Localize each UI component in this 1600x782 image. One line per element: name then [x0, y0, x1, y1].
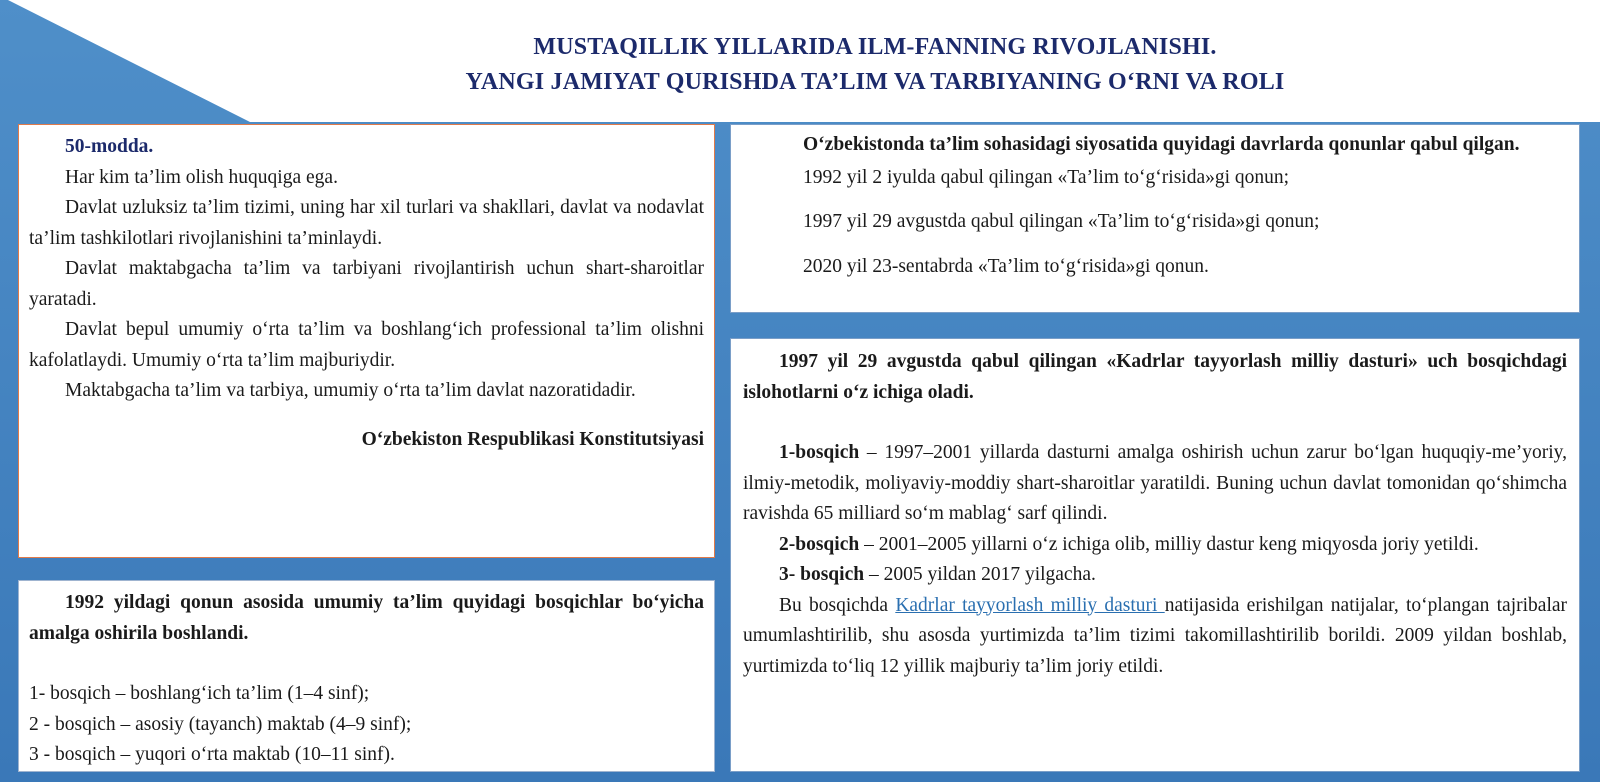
constitution-paragraph: Har kim ta’lim olish huquqiga ega.	[65, 166, 338, 188]
stage-text: – 1997–2001 yillarda dasturni amalga oshirish uchun zarur bo‘lgan huquqiy-me’yoriy, ilmiy-metodik, moliyaviy-moddiy shart-sharoitlar yaratildi. Buning uchun davlat tomonidan qo‘shimcha ravishda 65 milliard so‘m mablag‘ sarf qilindi.	[743, 442, 1567, 524]
constitution-paragraph: Maktabgacha ta’lim va tarbiya, umumiy o‘rta ta’lim davlat nazoratidadir.	[65, 380, 636, 401]
stage-item: 2 - bosqich – asosiy (tayanch) maktab (4–9 sinf);	[29, 713, 412, 735]
program-box	[730, 338, 1580, 772]
stage-item: 1- bosqich – boshlang‘ich ta’lim (1–4 sinf);	[29, 683, 370, 704]
constitution-paragraph: Davlat maktabgacha ta’lim va tarbiyani rivojlantirish uchun shart-sharoitlar yaratadi.	[29, 258, 704, 310]
program-heading: 1997 yil 29 avgustda qabul qilingan «Kadrlar tayyorlash milliy dasturi» uch bosqichdagi islohotlarni o‘z ichiga oladi.	[743, 351, 1567, 403]
constitution-box	[18, 124, 715, 558]
program-stage-2	[743, 530, 1567, 561]
constitution-paragraph: Davlat uzluksiz ta’lim tizimi, uning har xil turlari va shakllari, davlat va nodavlat ta’lim tashkilotlari rivojlanishini ta’minlaydi.	[29, 197, 704, 249]
laws-heading: O‘zbekistonda ta’lim sohasidagi siyosatida quyidagi davrlarda qonunlar qabul qilgan.	[803, 134, 1520, 155]
stages-1992-heading: 1992 yildagi qonun asosida umumiy ta’lim quyidagi bosqichlar bo‘yicha amalga oshirila boshlandi.	[29, 592, 704, 644]
stage-text: – 2001–2005 yillarni o‘z ichiga olib, milliy dastur keng miqyosda joriy yetildi.	[859, 533, 1479, 555]
program-stage-3	[743, 560, 1567, 591]
stages-1992-box	[18, 580, 715, 772]
stage-label: 2-bosqich	[779, 533, 860, 555]
laws-box	[730, 124, 1580, 313]
final-prefix: Bu bosqichda	[779, 594, 896, 616]
constitution-paragraph: Davlat bepul umumiy o‘rta ta’lim va boshlang‘ich professional ta’lim olishni kafolatlaydi. Umumiy o‘rta ta’lim majburiydir.	[29, 319, 704, 371]
article-number: 50-modda.	[65, 136, 154, 157]
law-item: 1997 yil 29 avgustda qabul qilingan «Ta’lim to‘g‘risida»gi qonun;	[803, 211, 1320, 232]
stage-text: – 2005 yildan 2017 yilgacha.	[864, 564, 1096, 585]
page-title	[0, 30, 1600, 100]
stage-label: 1-bosqich	[779, 442, 860, 463]
law-item: 1992 yil 2 iyulda qabul qilingan «Ta’lim to‘g‘risida»gi qonun;	[803, 166, 1290, 188]
program-link[interactable]: Kadrlar tayyorlash milliy dasturi	[895, 594, 1165, 616]
title-line-2: YANGI JAMIYAT QURISHDA TA’LIM VA TARBIYANING O‘RNI VA ROLI	[465, 69, 1285, 95]
law-item: 2020 yil 23-sentabrda «Ta’lim to‘g‘risida»gi qonun.	[803, 255, 1209, 277]
program-stage-1	[743, 438, 1567, 530]
final-text: natijasida erishilgan natijalar, to‘plangan tajribalar umumlashtirilib, shu asosda yurtimizda ta’lim tizimi takomillashtirilib borildi. 2009 yildan boshlab, yurtimizda to‘liq 12 yillik majburiy ta’lim joriy etildi.	[743, 594, 1568, 677]
constitution-source: O‘zbekiston Respublikasi Konstitutsiyasi	[361, 428, 704, 450]
title-line-1: MUSTAQILLIK YILLARIDA ILM-FANNING RIVOJLANISHI.	[533, 34, 1217, 60]
program-final-paragraph	[743, 591, 1567, 683]
stage-label: 3- bosqich	[779, 564, 865, 585]
stage-item: 3 - bosqich – yuqori o‘rta maktab (10–11 sinf).	[29, 744, 395, 765]
